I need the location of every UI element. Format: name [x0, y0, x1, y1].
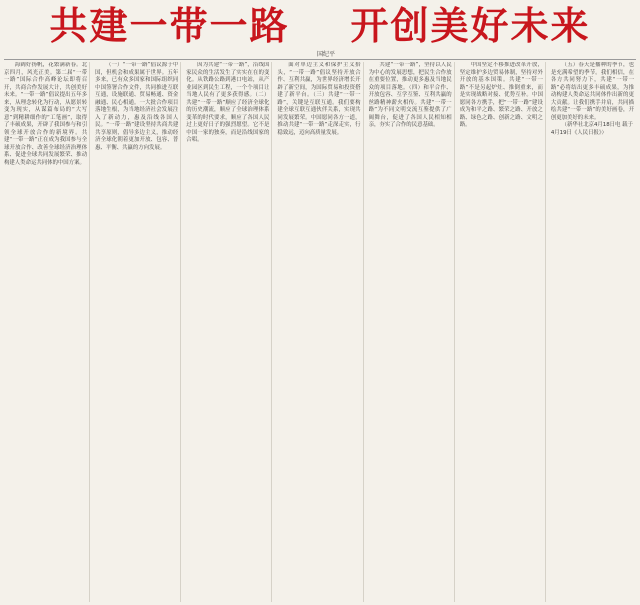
article-column-1 — [4, 62, 90, 602]
column-text: （五）春天是播种的季节，也是充满希望的季节。我们相信，在各方共同努力下，共建“一带一路”必将结出更多丰硕成果，为推动构建人类命运共同体作出新的更大贡献。让我们携手并肩，共同描绘共建“一带一路”的美好画卷，开创更加美好的未来。 — [550, 62, 634, 121]
column-text: 海阔好扬帆，花繁满新春。北京四月，风光正美。第二届“一带一路”国际合作高峰论坛即将召开，共商合作发展大计，共创美好未来。“一带一路”倡议提出五年多来，从理念转化为行动，从愿景转变为现实，从谋篇布局的“大写意”到精耕细作的“工笔画”，取得了丰硕成果，开辟了我国参与和引领全球开放合作的新境界。共建“一带一路”正在成为我国参与全球开放合作、改善全球经济治理体系、促进全球共同发展繁荣、推动构建人类命运共同体的中国方案。 — [4, 62, 88, 166]
column-text: 因为共建“一带一路”，沿线国家民众的生活发生了实实在在的变化。从铁路公路到港口电站，从产业园区到民生工程，一个个项目让当地人民有了更多获得感。（二）共建“一带一路”顺应了经济全球化的历史潮流，顺应了全球治理体系变革的时代要求，顺应了各国人民过上更好日子的强烈愿望。它不是中国一家的独奏，而是沿线国家的合唱。 — [186, 62, 270, 143]
byline: 国纪平 — [316, 51, 335, 58]
column-text: 面对单边主义和保护主义抬头，“一带一路”倡议坚持开放合作、互利共赢，为世界经济增长开辟了新空间，为国际贸易和投资搭建了新平台。（三）共建“一带一路”，关键是互联互通。我们要构建全球互联互通伙伴关系，实现共同发展繁荣。中国愿同各方一道，推动共建“一带一路”走深走实，行稳致远，迈向高质量发展。 — [277, 62, 361, 136]
column-text: 共建“一带一路”，坚持以人民为中心的发展思想，把民生合作放在重要位置，推动更多惠及当地民众的项目落地。（四）和平合作、开放包容、互学互鉴、互利共赢的丝路精神薪火相传。共建“一带一路”为不同文明交流互鉴提供了广阔舞台，促进了各国人民相知相亲，夯实了合作的民意基础。 — [368, 62, 452, 128]
column-text: （一）“一带一路”倡议源于中国，但机会和成果属于世界。五年多来，已有众多国家和国际组织同中国签署合作文件，共同推进互联互通，设施联通、贸易畅通、资金融通、民心相通。一大批合作项目落地生根，为当地经济社会发展注入了新动力，惠及沿线各国人民。“一带一路”建设坚持共商共建共享原则，倡导多边主义，推动经济全球化朝着更加开放、包容、普惠、平衡、共赢的方向发展。 — [95, 62, 179, 151]
article-columns — [4, 62, 636, 602]
article-column-5 — [369, 62, 455, 602]
article-column-4 — [277, 62, 363, 602]
column-text: 中国坚定不移推进改革开放，坚定维护多边贸易体制，坚持对外开放的基本国策。共建“一带一路”不是另起炉灶、推倒重来，而是实现战略对接、优势互补。中国愿同各方携手，把“一带一路”建设成为和平之路、繁荣之路、开放之路、绿色之路、创新之路、文明之路。 — [459, 62, 543, 128]
page-headline: 共建一带一路 开创美好未来 — [49, 4, 591, 48]
headline-divider — [4, 59, 636, 60]
article-column-6 — [460, 62, 546, 602]
article-column-7 — [551, 62, 636, 602]
article-source-note: （新华社北京4月18日电 载于4月19日《人民日报》） — [550, 122, 633, 136]
article-column-2 — [95, 62, 181, 602]
article-column-3 — [186, 62, 272, 602]
